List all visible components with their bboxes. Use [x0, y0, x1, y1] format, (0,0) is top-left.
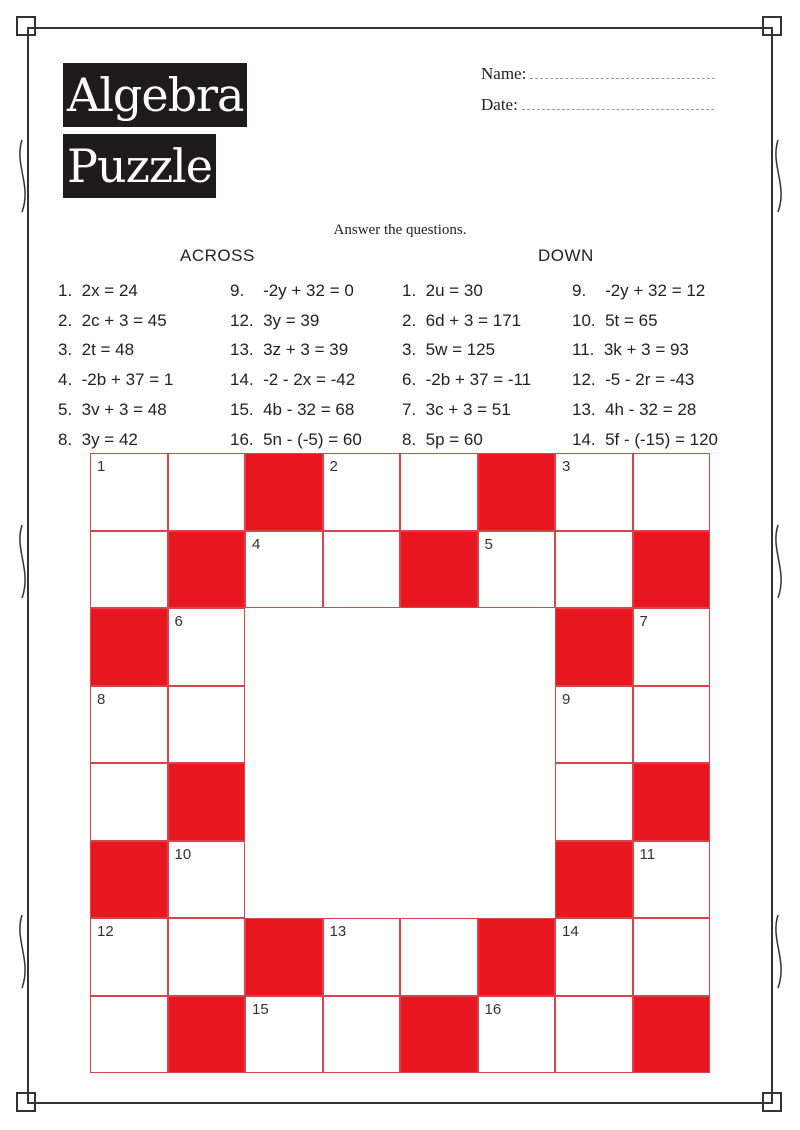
answer-cell[interactable] [633, 918, 711, 996]
answer-cell[interactable] [323, 453, 401, 531]
answer-cell[interactable] [323, 918, 401, 996]
clue: 2. 2c + 3 = 45 [58, 310, 167, 330]
answer-cell[interactable] [555, 453, 633, 531]
cell-number: 1 [97, 458, 106, 475]
clue: 8. 5p = 60 [402, 429, 483, 449]
date-label: Date: [481, 95, 518, 114]
cell-number: 14 [562, 923, 579, 940]
block-cell [168, 996, 246, 1074]
answer-cell[interactable] [90, 918, 168, 996]
block-cell [633, 763, 711, 841]
answer-cell[interactable] [555, 996, 633, 1074]
across-heading: ACROSS [180, 246, 255, 265]
cell-number: 15 [252, 1000, 269, 1018]
cell-number: 10 [174, 845, 192, 863]
answer-cell[interactable] [323, 996, 401, 1074]
answer-cell[interactable] [555, 686, 633, 764]
answer-cell[interactable] [168, 918, 246, 996]
answer-cell[interactable] [90, 996, 168, 1074]
answer-cell[interactable] [478, 996, 556, 1074]
block-cell [400, 996, 478, 1074]
title-line-2: Puzzle [63, 134, 216, 198]
cell-number: 6 [174, 613, 183, 630]
clue: 16. 5n - (-5) = 60 [230, 429, 362, 449]
clue: 3. 5w = 125 [402, 340, 496, 360]
clue: 9. -2y + 32 = 0 [230, 281, 354, 300]
clue: 9. -2y + 32 = 12 [572, 281, 706, 300]
answer-cell[interactable] [245, 996, 323, 1074]
answer-cell[interactable] [633, 453, 711, 531]
answer-cell[interactable] [168, 608, 246, 686]
answer-cell[interactable] [90, 453, 168, 531]
clue: 2. 6d + 3 = 171 [402, 310, 522, 330]
answer-cell[interactable] [90, 763, 168, 841]
block-cell [633, 531, 711, 609]
clue: 7. 3c + 3 = 51 [402, 399, 511, 419]
cell-number: 5 [484, 535, 493, 553]
answer-cell[interactable] [555, 763, 633, 841]
cell-number: 3 [562, 458, 571, 475]
clue: 14. 5f - (-15) = 120 [572, 429, 718, 449]
answer-cell[interactable] [633, 608, 711, 686]
answer-cell[interactable] [633, 686, 711, 764]
clue: 8. 3y = 42 [58, 429, 138, 449]
block-cell [245, 453, 323, 531]
date-blank[interactable] [522, 109, 714, 110]
clue: 14. -2 - 2x = -42 [230, 370, 356, 390]
clue: 1. 2x = 24 [58, 281, 138, 300]
cell-number: 13 [329, 923, 347, 940]
down-heading: DOWN [538, 246, 594, 265]
clue: 1. 2u = 30 [402, 281, 483, 300]
clue: 12. -5 - 2r = -43 [572, 370, 695, 390]
clue: 6. -2b + 37 = -11 [402, 370, 532, 390]
clue: 13. 3z + 3 = 39 [230, 340, 349, 360]
clue: 15. 4b - 32 = 68 [230, 399, 355, 419]
clue: 4. -2b + 37 = 1 [58, 370, 174, 390]
clue: 5. 3v + 3 = 48 [58, 399, 167, 419]
answer-cell[interactable] [555, 531, 633, 609]
clue: 3. 2t = 48 [58, 340, 135, 360]
across-clues-2 [230, 276, 362, 454]
instructions: Answer the questions. [333, 222, 467, 238]
answer-cell[interactable] [323, 531, 401, 609]
down-clues-2 [572, 276, 718, 454]
answer-cell[interactable] [478, 531, 556, 609]
cell-number: 2 [329, 458, 338, 475]
cell-number: 16 [484, 1000, 502, 1018]
name-label: Name: [481, 64, 527, 83]
clue: 11. 3k + 3 = 93 [572, 340, 689, 360]
name-blank[interactable] [530, 78, 715, 79]
block-cell [168, 531, 246, 609]
answer-cell[interactable] [168, 453, 246, 531]
across-clues-1 [58, 276, 173, 454]
clue: 13. 4h - 32 = 28 [572, 399, 697, 419]
cell-number: 7 [639, 613, 648, 630]
clue: 12. 3y = 39 [230, 310, 320, 330]
down-clues-1 [402, 276, 531, 454]
block-cell [555, 608, 633, 686]
cell-number: 12 [97, 923, 114, 940]
title-line-1: Algebra [63, 63, 247, 127]
answer-cell[interactable] [90, 686, 168, 764]
answer-cell[interactable] [245, 531, 323, 609]
block-cell [90, 841, 168, 919]
clue: 10. 5t = 65 [572, 310, 658, 330]
block-cell [633, 996, 711, 1074]
block-cell [400, 531, 478, 609]
crossword-grid [90, 453, 710, 1073]
answer-cell[interactable] [633, 841, 711, 919]
block-cell [478, 453, 556, 531]
answer-cell[interactable] [400, 918, 478, 996]
block-cell [478, 918, 556, 996]
cell-number: 11 [639, 845, 656, 863]
name-field[interactable] [481, 64, 715, 84]
answer-cell[interactable] [400, 453, 478, 531]
block-cell [168, 763, 246, 841]
answer-cell[interactable] [555, 918, 633, 996]
answer-cell[interactable] [90, 531, 168, 609]
block-cell [90, 608, 168, 686]
answer-cell[interactable] [168, 841, 246, 919]
date-field[interactable] [481, 95, 714, 115]
cell-number: 9 [562, 690, 571, 708]
answer-cell[interactable] [168, 686, 246, 764]
cell-number: 4 [252, 535, 261, 553]
block-cell [555, 841, 633, 919]
block-cell [245, 918, 323, 996]
cell-number: 8 [97, 690, 106, 708]
